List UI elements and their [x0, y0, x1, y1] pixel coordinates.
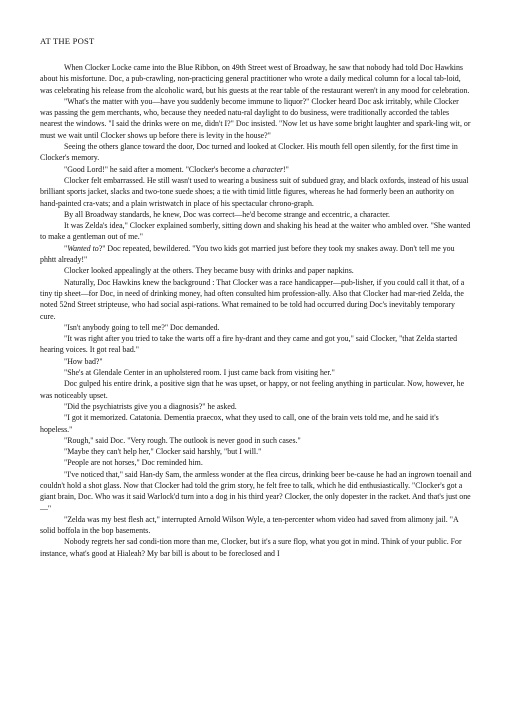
paragraph: "What's the matter with you—have you suddenly become immune to liquor?" Clocker heard Doc ask irritably, while Clocker was passing the gem merchants, who, because they needed natu-ral daylight to do business, were traditionally accorded the tables nearest the windows. "I said the drinks were on me, didn't I?" Doc insisted. "Now let us have some bright laughter and spark-ling wit, or must we wait until Clocker shows up before there is levity in the house?" — [40, 96, 471, 140]
paragraph: Nobody regrets her sad condi-tion more than me, Clocker, but it's a sure flop, what you got in mind. Think of your public. For instance, what's good at Hialeah? My bar bill is about to be foreclosed and I — [40, 537, 462, 558]
paragraph: "I've noticed that," said Han-dy Sam, the armless wonder at the flea circus, drinking beer be-cause he had an ingrown toenail and couldn't hold a shot glass. Now that Clocker had told the grim story, he felt free to talk, which he did enthusiastically. "Clocker's got a giant brain, Doc. Who was it said Warlock'd turn into a dog in his third year? Clocker, the only dopester in the racket. And that's just one—" — [40, 469, 472, 513]
paragraph: Doc gulped his entire drink, a positive sign that he was upset, or happy, or not feeling anything in particular. Now, however, he was noticeably upset. — [40, 379, 465, 400]
paragraph: It was Zelda's idea," Clocker explained somberly, sitting down and shaking his head at the waiter who ambled over. "She wanted to make a gentleman out of me." — [40, 221, 471, 242]
paragraph: "Zelda was my best flesh act," interrupted Arnold Wilson Wyle, a ten-percenter whom video had saved from alimony jail. "A solid boffola in the bop basements. — [40, 514, 459, 536]
paragraph: "It was right after you tried to take the warts off a fire hy-drant and they came and got you," said Clocker, "that Zelda started hearing voices. It got real bad." — [40, 334, 458, 355]
paragraph: "Isn't anybody going to tell me?" Doc demanded. — [64, 322, 220, 332]
document-title: AT THE POST — [40, 36, 95, 46]
paragraph: Seeing the others glance toward the door, Doc turned and looked at Clocker. His mouth fell open silently, for the first time in Clocker's memory. — [40, 142, 458, 163]
paragraph: "She's at Glendale Center in an upholstered room. I just came back from visiting her." — [64, 368, 335, 378]
paragraph: By all Broadway standards, he knew, Doc was correct—he'd become strange and eccentric, a character. — [64, 209, 391, 219]
paragraph: "Wanted to?" Doc repeated, bewildered. "You two kids got married just before they took my snakes away. Don't tell me you phhtt already!" — [40, 243, 455, 265]
paragraph: "Maybe they can't help her," Clocker said harshly, "but I will." — [64, 447, 262, 457]
paragraph: When Clocker Locke came into the Blue Ribbon, on 49th Street west of Broadway, he saw that nobody had told Doc Hawkins about his misfortune. Doc, a pub-crawling, non-practicing general practitioner who wrote a daily medical column for a local tab-loid, was celebrating his release from the alcoholic ward, but his guests at the rear table of the restaurant weren't in any mood for celebration. — [40, 63, 470, 95]
document-body — [40, 62, 472, 559]
paragraph: "How bad?" — [64, 356, 103, 366]
paragraph: Clocker felt embarrassed. He still wasn't used to wearing a business suit of subdued gray, and black oxfords, instead of his usual brilliant sports jacket, slacks and two-tone suede shoes; a tie with timid little figures, whereas he had formerly been an authority on hand-painted cra-vats; and a plain wristwatch in place of his spectacular chrono-graph. — [40, 175, 469, 208]
paragraph: "Rough," said Doc. "Very rough. The outlook is never good in such cases." — [64, 435, 301, 445]
paragraph: "Good Lord!" he said after a moment. "Clocker's become a character!" — [64, 164, 289, 174]
paragraph: "I got it memorized. Catatonia. Dementia praecox, what they used to call, one of the brain vets told me, and he said it's hopeless." — [40, 413, 439, 434]
paragraph: "Did the psychiatrists give you a diagnosis?" he asked. — [64, 401, 237, 411]
paragraph: Clocker looked appealingly at the others. They became busy with drinks and paper napkins. — [64, 266, 354, 276]
paragraph: Naturally, Doc Hawkins knew the background : That Clocker was a race handicapper—pub-lisher, if you could call it that, of a tiny tip sheet—for Doc, in need of drinking money, had often consulted him profession-ally. Also that Clocker had mar-ried Zelda, the noted 52nd Street stripteuse, who had social aspi-rations. What remained to be told had occurred during Doc's inevitably temporary cure. — [40, 277, 465, 321]
paragraph: "People are not horses," Doc reminded him. — [64, 458, 203, 468]
